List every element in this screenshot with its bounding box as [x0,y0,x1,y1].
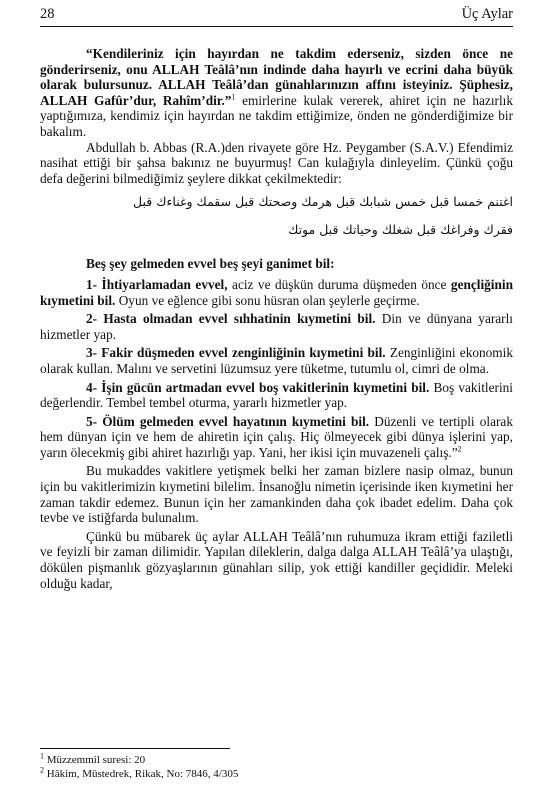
footnotes [40,753,513,781]
arabic-hadith-line-2: فقرك وفراغك قبل شغلك وحياتك قبل موتك [288,222,513,238]
paragraph-three-months: Çünkü bu mübarek üç aylar ALLAH Teâlâ’nın ruhumuza ikram ettiği faziletli ve feyizli bir zaman dilimidir. Yapılan dileklerin, dalga dalga ALLAH Teâlâ’ya ulaştığı, dökülen pişmanlık gözyaşlarının günahları silip, yok ettiği kandiller geçididir. Meleki olduğu kadar, [40,528,513,591]
header-rule [40,26,513,27]
footnote-mark-1: 1 [231,92,236,102]
paragraph-sacred-times: Bu mukaddes vakitlere yetişmek belki her zaman bizlere nasip olmaz, bunun için bu vakitlerimizin kıymetini bilelim. İnsanoğlu nimetin içerisinde iken kıymetini her zaman takdir edemez. Bunun için her zamankinden daha çok ibadet edelim. Daha çok tevbe ve istiğfarda bulunalım. [40,463,513,526]
quote-continuation: emirlerine kulak vererek, ahiret için ne hazırlık yaptığımıza, kendimiz için hayırdan ne takdim ettiğimize, önden ne gönderdiğimize bir bakalım. [40,92,513,139]
list-item: 1- İhtiyarlamadan evvel, aciz ve düşkün duruma düşmeden önce gençliğinin kıymetini bil. Oyun ve eğlence gibi sonu hüsran olan şeylerle geçirme. [40,276,513,308]
page-body [40,46,513,591]
list-item: 2- Hasta olmadan evvel sıhhatinin kıymetini bil. Din ve dünyana yararlı hizmetler yap. [40,311,513,342]
paragraph-hadith-intro: Abdullah b. Abbas (R.A.)den rivayete göre Hz. Peygamber (S.A.V.) Efendimiz nasihat ettiği bir şahsa bakınız ne buyurmuş! Can kulağıyla dinleyelim. Çünkü çoğu defa değerini bilmediğimiz şeylere dikkat çekilmektedir: [40,139,513,186]
section-heading: Beş şey gelmeden evvel beş şeyi ganimet bil: [86,256,335,272]
footnote-rule [40,748,230,749]
footnote-2: $^2$ Hâkim, Müstedrek, Rikak, No: 7846, 4/305 [40,765,239,780]
page-number: 28 [40,6,55,22]
quote-bold-text: “Kendileriniz için hayırdan ne takdim ederseniz, sizden önce ne gönderirseniz, onu ALLAH Teâlâ’nın indinde daha hayırlı ve ecrini daha büyük olarak bulursunuz. ALLAH Teâlâ’dan günahlarınızın affını isteyiniz. Şüphesiz, ALLAH Gafûr’dur, Rahîm’dir.” [40,46,513,108]
running-title: Üç Aylar [461,6,513,22]
arabic-hadith-line-1: اغتنم خمسا قبل خمس شبابك قبل هرمك وصحتك قبل سقمك وغناءك قبل [133,194,513,210]
footnote-mark-2: 2 [457,444,462,454]
footnote-1: $^1$ Müzzemmil suresi: 20 [40,751,146,766]
list-item: 4- İşin gücün artmadan evvel boş vakitlerinin kıymetini bil. Boş vakitlerini değerlendir. Tembel tembel oturma, yararlı hizmetler yap. [40,379,513,411]
list-item: 3- Fakir düşmeden evvel zenginliğinin kıymetini bil. Zenginliğini ekonomik olarak kullan. Malını ve servetini lüzumsuz yere tüketme, tutumlu ol, cimri de olma. [40,345,513,376]
list-item: 5- Ölüm gelmeden evvel hayatının kıymetini bil. Düzenli ve tertipli olarak hem dünyan için ve hem de ahiretin için çalış. Hiç ölmeyecek gibi dünya işlerini yap, yarın ölecekmiş gibi ahiret hazırlığı yap. Yani, her ikisi için muvazeneli çalış.”$^2$ [40,413,513,460]
paragraph-quran-quote [40,46,513,140]
